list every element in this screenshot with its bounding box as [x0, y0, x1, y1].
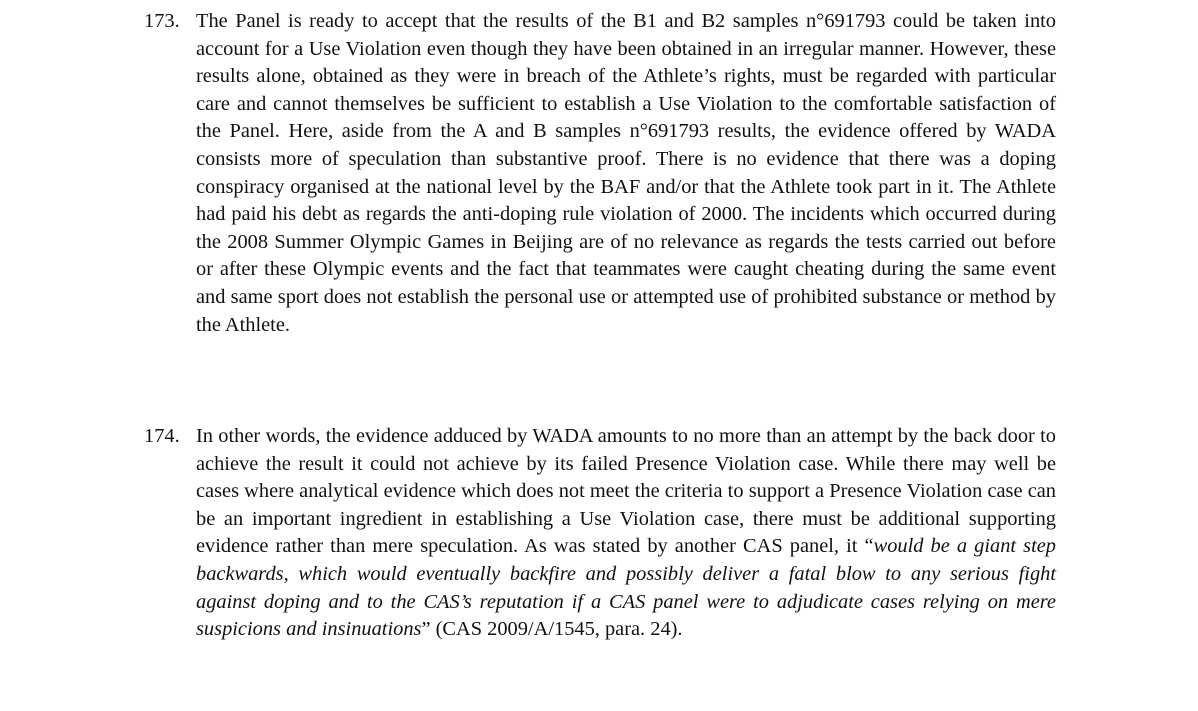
paragraph-number: 173.	[144, 10, 180, 32]
paragraph-173	[144, 8, 1056, 339]
text-before-quote: In other words, the evidence adduced by WADA amounts to no more than an attempt by the back door to achieve the result it could not achieve by its failed Presence Violation case. While there may well be cases where analytical evidence which does not meet the criteria to support a Presence Violation case can be an important ingredient in establishing a Use Violation case, there must be additional supporting evidence rather than mere speculation. As was stated by another CAS panel, it “	[196, 425, 1056, 558]
paragraph-174	[144, 423, 1056, 644]
cas-quotation: would be a giant step backwards, which would eventually backfire and possibly deliver a fatal blow to any serious fight against doping and to the CAS’s reputation if a CAS panel were to adjudicate cases relying on mere suspicions and insinuations	[196, 535, 1056, 641]
text-after-quote: ” (CAS 2009/A/1545, para. 24).	[421, 618, 683, 641]
paragraph-number: 174.	[144, 425, 180, 447]
paragraph-text	[196, 423, 1056, 644]
paragraph-text: The Panel is ready to accept that the results of the B1 and B2 samples n°691793 could be taken into account for a Use Violation even though they have been obtained in an irregular manner. However, these results alone, obtained as they were in breach of the Athlete’s rights, must be regarded with particular care and cannot themselves be sufficient to establish a Use Violation to the comfortable satisfaction of the Panel. Here, aside from the A and B samples n°691793 results, the evidence offered by WADA consists more of speculation than substantive proof. There is no evidence that there was a doping conspiracy organised at the national level by the BAF and/or that the Athlete took part in it. The Athlete had paid his debt as regards the anti-doping rule violation of 2000. The incidents which occurred during the 2008 Summer Olympic Games in Beijing are of no relevance as regards the tests carried out before or after these Olympic events and the fact that teammates were caught cheating during the same event and same sport does not establish the personal use or attempted use of prohibited substance or method by the Athlete.	[196, 10, 1056, 336]
